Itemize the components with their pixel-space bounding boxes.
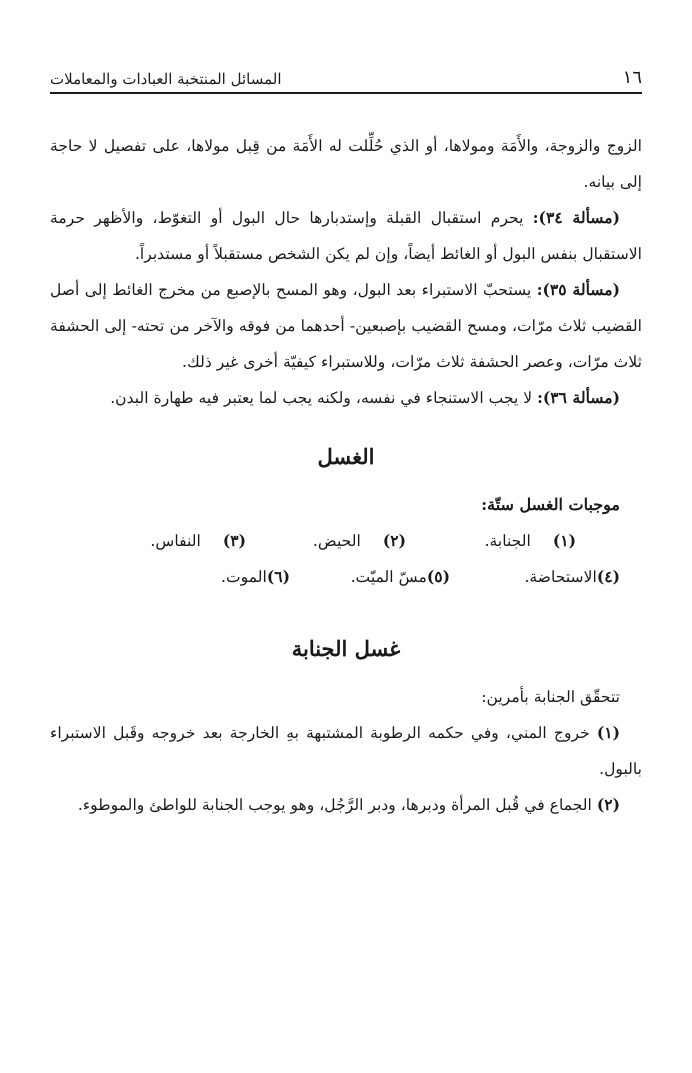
janaba-item-1-text: خروج المني، وفي حكمه الرطوبة المشتبهة بهِ الخارجة بعد خروجه وقَبل الاستبراء بالبول. (50, 724, 642, 778)
running-title: المسائل المنتخبة العبادات والمعاملات (50, 70, 282, 88)
cause-item: (٥)مسّ الميّت. (350, 567, 450, 586)
issue-36-label: (مسألة ٣٦): (537, 388, 620, 407)
cause-item: (٦)الموت. (221, 567, 290, 586)
issue-36 (50, 380, 642, 416)
janaba-item-2 (50, 787, 642, 823)
issue-35-label: (مسألة ٣٥): (536, 280, 620, 299)
paragraph-continuation: الزوج والزوجة، والأَمَة ومولاها، أو الذي حُلِّلت له الأَمَة من قِبل مولاها، على تفصيل لا حاجة إلى بيانه. (50, 137, 642, 191)
issue-36-text: لا يجب الاستنجاء في نفسه، ولكنه يجب لما يعتبر فيه طهارة البدن. (110, 389, 538, 407)
cause-item: (١)الجنابة. (484, 531, 576, 550)
cause-item: (٢)الحيض. (312, 531, 406, 550)
issue-34 (50, 200, 642, 272)
ghusl-causes-row-1 (50, 523, 642, 559)
issue-35-text: يستحبّ الاستبراء بعد البول، وهو المسح بالإصبع من مخرج الغائط إلى أصل القضيب ثلاث مرّات، ومسح القضيب بإصبعين- أحدهما من فوقه والآخر من تحته- إلى الحشفة ثلاث مرّات، وعصر الحشفة ثلاث مرّات، وللاستبراء كيفيّة أخرى غير ذلك. (50, 281, 642, 371)
janaba-item-1-num: (١) (596, 723, 620, 742)
header-rule (50, 92, 642, 94)
running-header (50, 62, 642, 88)
cause-item: (٤)الاستحاضة. (524, 567, 620, 586)
ghusl-intro: موجبات الغسل ستّة: (481, 495, 620, 514)
janaba-item-2-text: الجماع في قُبل المرأة ودبرها، ودبر الرَّجُل، وهو يوجب الجنابة للواطئ والموطوء. (77, 796, 597, 814)
section-title-ghusl: الغسل (317, 444, 375, 469)
janaba-item-1 (50, 715, 642, 787)
page-body (50, 128, 642, 823)
janaba-item-2-num: (٢) (596, 795, 620, 814)
ghusl-causes-row-2 (50, 559, 642, 595)
issue-34-label: (مسألة ٣٤): (532, 208, 621, 227)
janaba-intro: تتحقّق الجنابة بأمرين: (481, 688, 620, 706)
issue-34-text: يحرم استقبال القبلة وإستدبارها حال البول أو التغوّط، والأظهر حرمة الاستقبال بنفس البول أو الغائط أيضاً، وإن لم يكن الشخص مستقبلاً أو مستدبراً. (50, 209, 642, 263)
cause-item: (٣)النفاس. (150, 531, 246, 550)
page-number: ١٦ (622, 67, 642, 88)
section-title-janaba: غسل الجنابة (291, 636, 401, 661)
issue-35 (50, 272, 642, 380)
